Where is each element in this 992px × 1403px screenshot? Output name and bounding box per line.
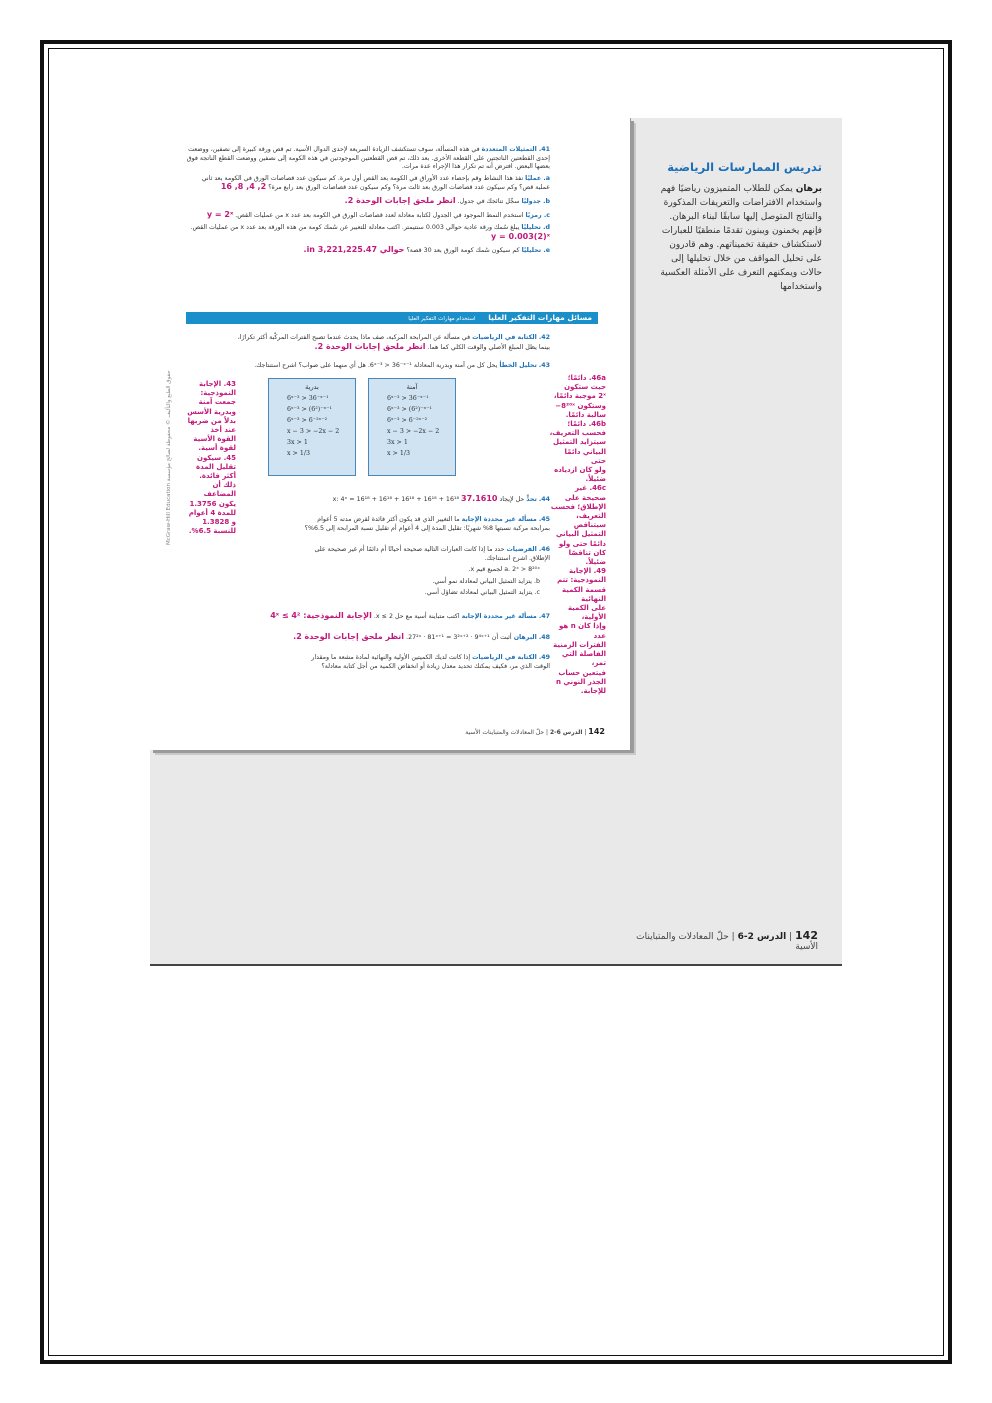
margin-answer-line: أكثر فائدة. (199, 472, 236, 481)
exercise-41e: e. تحليليًا كم سيكون سُمك كومة الورق بعد 30 قصة؟ حوالي 3,221,225.47 in. (303, 245, 550, 255)
margin-answer-line: وإذا كان n هو عدد (559, 622, 606, 640)
solution-box-amna (368, 378, 456, 476)
footer-page-number: 142 (795, 929, 818, 942)
exercise-46 (300, 546, 550, 598)
solution-box-badriya (268, 378, 356, 476)
footer-title: حلّ المعادلات والمتباينات الأسية (465, 729, 545, 736)
exercise-44: 44. تحدٍّ حل لإيجاد x: 4ˣ = 16¹⁸ + 16¹⁸ + 16¹⁸ + 16¹⁸ + 16¹⁸ 37.1610 (332, 494, 550, 503)
teaching-practices-sidebar (652, 160, 822, 294)
margin-answer-line: فيتعين حساب (558, 668, 606, 677)
margin-answer-line: عند أخذ (210, 426, 236, 435)
solution-line: 6ˣ⁻³ > (6²)⁻ˣ⁻¹ (287, 406, 333, 413)
margin-answer-line: النموذجية: (200, 389, 236, 398)
margin-answer-line: النموذجية: تتم (557, 576, 606, 585)
margin-answer-line: وستكون 8²⁰ˣ− (555, 401, 606, 410)
margin-answer-line: قسمة الكمية النهائية (562, 585, 606, 603)
margin-answer-line: 45. سيكون (196, 453, 236, 462)
margin-answer-line: الفترات الزمنية (553, 640, 606, 649)
margin-answer-line: ذلك أن (212, 481, 236, 490)
solution-box-amna-name: آمنة (406, 383, 418, 391)
exercise-46c: c. يتزايد التمثيل البياني لمعادلة تضاؤل أسي. (424, 589, 540, 597)
sidebar-title: تدريس الممارسات الرياضية (667, 160, 822, 174)
exercise-42: 42. الكتابة في الرياضيات في مسألة عن المرابحة المركبة، صف ماذا يحدث عندما تصبح الفترات المركّبة أكثر تكرارًا، بينما يظل المبلغ الأصلي والوقت الكلي كما هما. انظر ملحق إجابات الوحدة 2. (237, 334, 550, 351)
margin-answer-line: يكون 1.3756 (189, 499, 236, 508)
sidebar-text (652, 182, 822, 294)
footer-lesson: الدرس 2-6 (737, 932, 787, 942)
solution-line: 6ˣ⁻³ > (6²)⁻ˣ⁻¹ (387, 406, 433, 413)
margin-answer-line: سالبة دائمًا. (565, 410, 606, 419)
margin-answers-right (548, 374, 606, 696)
margin-answer-line: كان تناقصًا ضئيلاً. (568, 548, 606, 567)
margin-answer-line: تقليل المدة (196, 462, 236, 471)
exercise-46-stem: 46. الفرضيات حدد ما إذا كانت العبارات التالية صحيحة أحيانًا أم دائمًا أم غير صحيحة على الإطلاق. اشرح استنتاجك. (314, 546, 550, 562)
solution-line: x − 3 > −2x − 2 (387, 428, 440, 435)
exercise-46b: b. يتزايد التمثيل البياني لمعادلة نمو أسي. (432, 577, 540, 585)
exercise-49: 49. الكتابة في الرياضيات إذا كانت لديك الكميتين الأولية والنهائية لمادة مشعة ما ومقدار الوقت الذي مر، فكيف يمكنك تحديد معدل زيادة أو انخفاض الكمية من أجل كتابة معادلة؟ (311, 654, 550, 670)
margin-answer-line: جمعت آمنة (198, 398, 236, 407)
sheet-divider (150, 964, 842, 966)
margin-answer-line: للمدة 4 أعوام (188, 508, 236, 517)
solution-line: 3x > 1 (387, 439, 408, 446)
margin-answer-line: سيتزايد التمثيل (552, 438, 606, 447)
margin-answer-line: 46b. دائمًا؛ (567, 420, 606, 429)
margin-answer-line: للنسبة 6.5%. (188, 527, 236, 536)
margin-answer-line: البياني دائمًا حتى (564, 447, 606, 465)
footer-page-number: 142 (588, 727, 605, 736)
margin-answer-line: ولو كان ازدياده (554, 466, 606, 475)
exercise-43: 43. تحليل الخطأ يحل كل من آمنة وبدرية المعادلة 6ˣ⁻³ > 36⁻ˣ⁻¹. هل أي منهما على صواب؟ اشرح استنتاجك. (254, 362, 550, 369)
hots-banner (186, 312, 598, 324)
margin-answer-line: فحسب التعريف، (549, 429, 606, 438)
margin-answer-line: صحيحة على (564, 493, 606, 502)
margin-answer-line: حيث ستكون (564, 383, 606, 392)
exercise-45: 45. مسألة غير محددة الإجابة ما التغيير الذي قد يكون أكثر فائدة لقرض مدته 5 أعوام بمرابحة مركبة نسبتها 8% شهريًا: تقليل المدة إلى 4 أعوام أم تقليل نسبة المرابحة إلى 6.5%؟ (304, 516, 550, 532)
solution-line: 3x > 1 (287, 439, 308, 446)
exercise-46a: a. 2ˣ > 8²⁰ˣ لجميع قيم x. (468, 566, 540, 574)
copyright-credit: McGraw-Hill Education حقوق الطبع والتأليف © محفوظة لصالح مؤسسة (166, 370, 172, 545)
margin-answer-line: التمثيل البياني (555, 530, 606, 539)
sidebar-body: يمكن للطلاب المتميزون رياضيًا فهم واستخدام الافتراضات والتعريفات المذكورة والنتائج المتوصل إليها سابقًا لبناء البرهان. فإنهم يخمنون ويبنون تقدمًا منطقيًا للعبارات لاستكشاف حقيقة تخميناتهم. وهم قادرون على تحليل المواقف من خلال تحليلها إلى حالات ويمكنهم التعرف على الأمثلة العكسية واستخدامها (660, 184, 822, 292)
banner-title: مسائل مهارات التفكير العليا (488, 313, 592, 322)
student-page-footer: 142 | الدرس 6-2 | حلّ المعادلات والمتباينات الأسية (465, 727, 605, 736)
margin-answer-line: 49. الإجابة (568, 567, 606, 576)
margin-answer-line: 43. الإجابة (198, 380, 236, 388)
solution-line: 6ˣ⁻³ > 36⁻ˣ⁻¹ (287, 395, 329, 402)
exercise-41b: b. جدوليًا سجّل نتائجك في جدول. انظر ملحق إجابات الوحدة 2. (344, 195, 550, 205)
solution-line: x − 3 > −2x − 2 (287, 428, 340, 435)
margin-answer-line: الفاصلة التي تمر، (562, 650, 606, 668)
solution-line: x > 1/3 (387, 450, 410, 457)
margin-answer-line: 2ˣ موجبة دائمًا، (553, 392, 606, 401)
exercise-48: 48. البرهان أثبت أن 27²ˣ · 81ˣ⁺¹ = 3²ˣ⁺² · 9⁴ˣ⁺¹. انظر ملحق إجابات الوحدة 2. (293, 632, 550, 641)
margin-answer-line: للإجابة. (580, 686, 606, 695)
margin-answer-line: ضئيلاً. (585, 475, 606, 484)
margin-answer-line: وبدرية الأسس (187, 407, 236, 416)
footer-lesson: الدرس 6-2 (549, 729, 583, 736)
margin-answer-line: على الكمية الأولية، (567, 604, 606, 622)
exercise-41-stem: 41. التمثيلات المتعددة في هذه المسألة، سوف تستكشف الزيادة السريعة لإحدى الدوال الأسية. تم قص ورقة كبيرة إلى نصفين، ووضعت إحدى القطعتين الناتجتين على القطعة الأخرى. بعد ذلك، تم قص القطعتين الموجودتين في هذه الكومة إلى نصفين ووضعت القطع الناتجة فوق بعضها البعض. افترض أنه تم تكرار هذا الإجراء عدة مرات. (186, 146, 550, 171)
solution-line: 6ˣ⁻³ > 36⁻ˣ⁻¹ (387, 395, 429, 402)
exercise-41d: d. تحليليًا يبلغ سُمك ورقة عادية حوالي 0.003 سنتيمتر. اكتب معادلة للتعبير عن سُمك كومة من هذه الورقة بعد عدد x من عمليات القص. y = 0.003(2)ˣ (190, 224, 550, 241)
banner-subtitle: استخدام مهارات التفكير العليا (408, 316, 476, 322)
margin-answer-line: الإطلاق؛ فحسب (550, 502, 606, 511)
margin-answer-line: دائمًا حتى ولو (558, 539, 606, 548)
solution-line: x > 1/3 (287, 450, 310, 457)
exercise-41 (186, 146, 550, 256)
margin-answers-left (180, 380, 236, 536)
exercise-41a: a. عمليًا نفذ هذا النشاط وقم بإحصاء عدد الأوراق في الكومة بعد القص أول مرة. كم سيكون عدد قصاصات الورق في الكومة بعد ثاني عملية قص؟ وكم سيكون عدد قصاصات الورق بعد ثالث مرة؟ وكم سيكون عدد قصاصات الورق بعد رابع مرة؟ 2, 4, 8, 16 (201, 174, 550, 192)
margin-answer-line: لقوة أسية. (198, 444, 236, 453)
margin-answer-line: 46a. دائمًا؛ (567, 374, 606, 382)
solution-box-badriya-name: بدرية (305, 383, 319, 391)
margin-answer-line: المضاعف (203, 490, 236, 499)
solution-line: 6ˣ⁻³ > 6⁻²ˣ⁻² (287, 417, 328, 424)
exercise-47: 47. مسألة غير محددة الإجابة اكتب متباينة أسية مع حل 2 ≥ x. الإجابة النموذجية: 4ˣ ≤ 4² (270, 611, 550, 620)
margin-answer-line: 46c. غير (575, 484, 606, 493)
solution-line: 6ˣ⁻³ > 6⁻²ˣ⁻² (387, 417, 428, 424)
footer-title: حلّ المعادلات والمتباينات الأسية (636, 932, 818, 952)
sidebar-lead: برهان (795, 184, 822, 194)
teacher-page-footer: 142 | الدرس 2-6 | حلّ المعادلات والمتباينات الأسية (636, 929, 818, 952)
margin-answer-line: بدلاً من ضربها (187, 416, 236, 425)
exercise-41c: c. رمزيًا استخدم النمط الموجود في الجدول لكتابة معادلة لعدد قصاصات الورق في الكومة بعد عدد x من عمليات القص. y = 2ˣ (206, 209, 550, 219)
margin-answer-line: الجذر النوني n (556, 677, 606, 686)
margin-answer-line: القوة الأسية (193, 435, 236, 444)
margin-answer-line: التعريف، سيتناقص (573, 512, 606, 530)
margin-answer-line: و 1.3828 (202, 518, 236, 527)
